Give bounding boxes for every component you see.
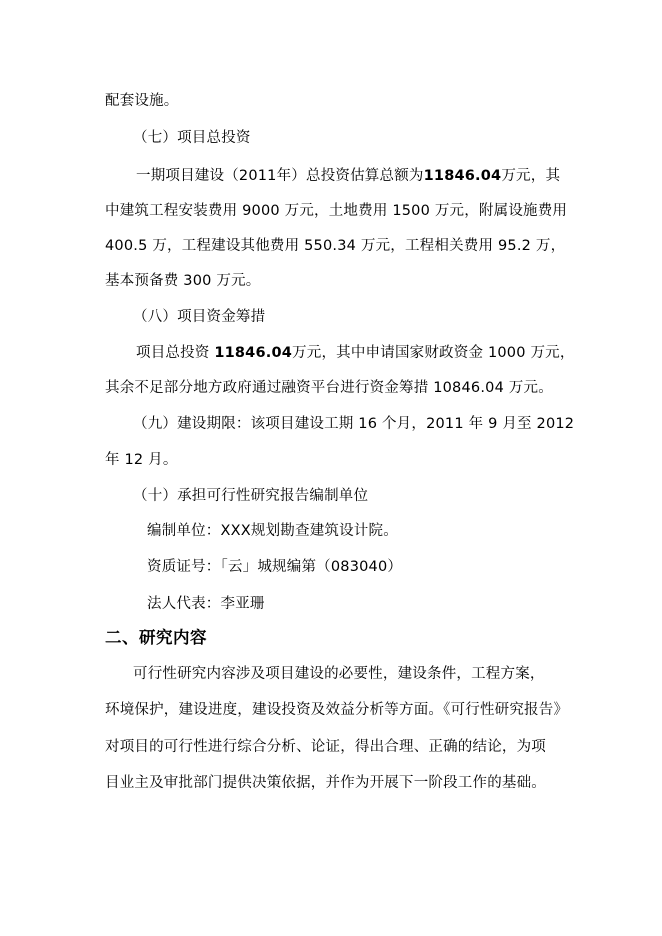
text-line: 年 12 月。 (105, 452, 178, 468)
compiler-unit: 编制单位：XXX规划勘查建筑设计院。 (147, 523, 398, 539)
text-line: 基本预备费 300 万元。 (105, 273, 261, 289)
text-run: 项目总投资 (136, 345, 215, 361)
total-investment-amount: 11846.04 (423, 168, 502, 184)
text-line: 目业主及审批部门提供决策依据，并作为开展下一阶段工作的基础。 (105, 775, 546, 791)
section-9-heading: （九）建设期限：该项目建设工期 16 个月，2011 年 9 月至 2012 (133, 416, 575, 432)
section-2-heading: 二、研究内容 (105, 628, 207, 647)
legal-representative: 法人代表：李亚珊 (147, 596, 265, 612)
text-line: 中建筑工程安装费用 9000 万元，土地费用 1500 万元，附属设施费用 (105, 203, 568, 219)
text-run: 万元，其中申请国家财政资金 1000 万元， (292, 345, 575, 361)
section-8-heading: （八）项目资金筹措 (133, 309, 266, 325)
text-line: 其余不足部分地方政府通过融资平台进行资金筹措 10846.04 万元。 (105, 380, 553, 396)
text-line (136, 166, 560, 186)
text-run: 一期项目建设（2011年）总投资估算总额为 (136, 168, 424, 184)
total-investment-amount: 11846.04 (214, 345, 293, 361)
text-line: 400.5 万，工程建设其他费用 550.34 万元，工程相关费用 95.2 万， (105, 238, 566, 254)
qualification-number: 资质证号：「云」城规编第（083040） (147, 559, 403, 575)
text-line: 对项目的可行性进行综合分析、论证，得出合理、正确的结论，为项 (105, 739, 546, 755)
section-7-heading: （七）项目总投资 (133, 130, 251, 146)
text-run: 万元，其 (501, 168, 561, 184)
text-line (136, 343, 575, 363)
text-line: 可行性研究内容涉及项目建设的必要性，建设条件，工程方案， (133, 666, 545, 682)
section-10-heading: （十）承担可行性研究报告编制单位 (133, 488, 369, 504)
text-line: 环境保护，建设进度，建设投资及效益分析等方面。《可行性研究报告》 (105, 702, 569, 718)
text-line: 配套设施。 (105, 93, 179, 109)
